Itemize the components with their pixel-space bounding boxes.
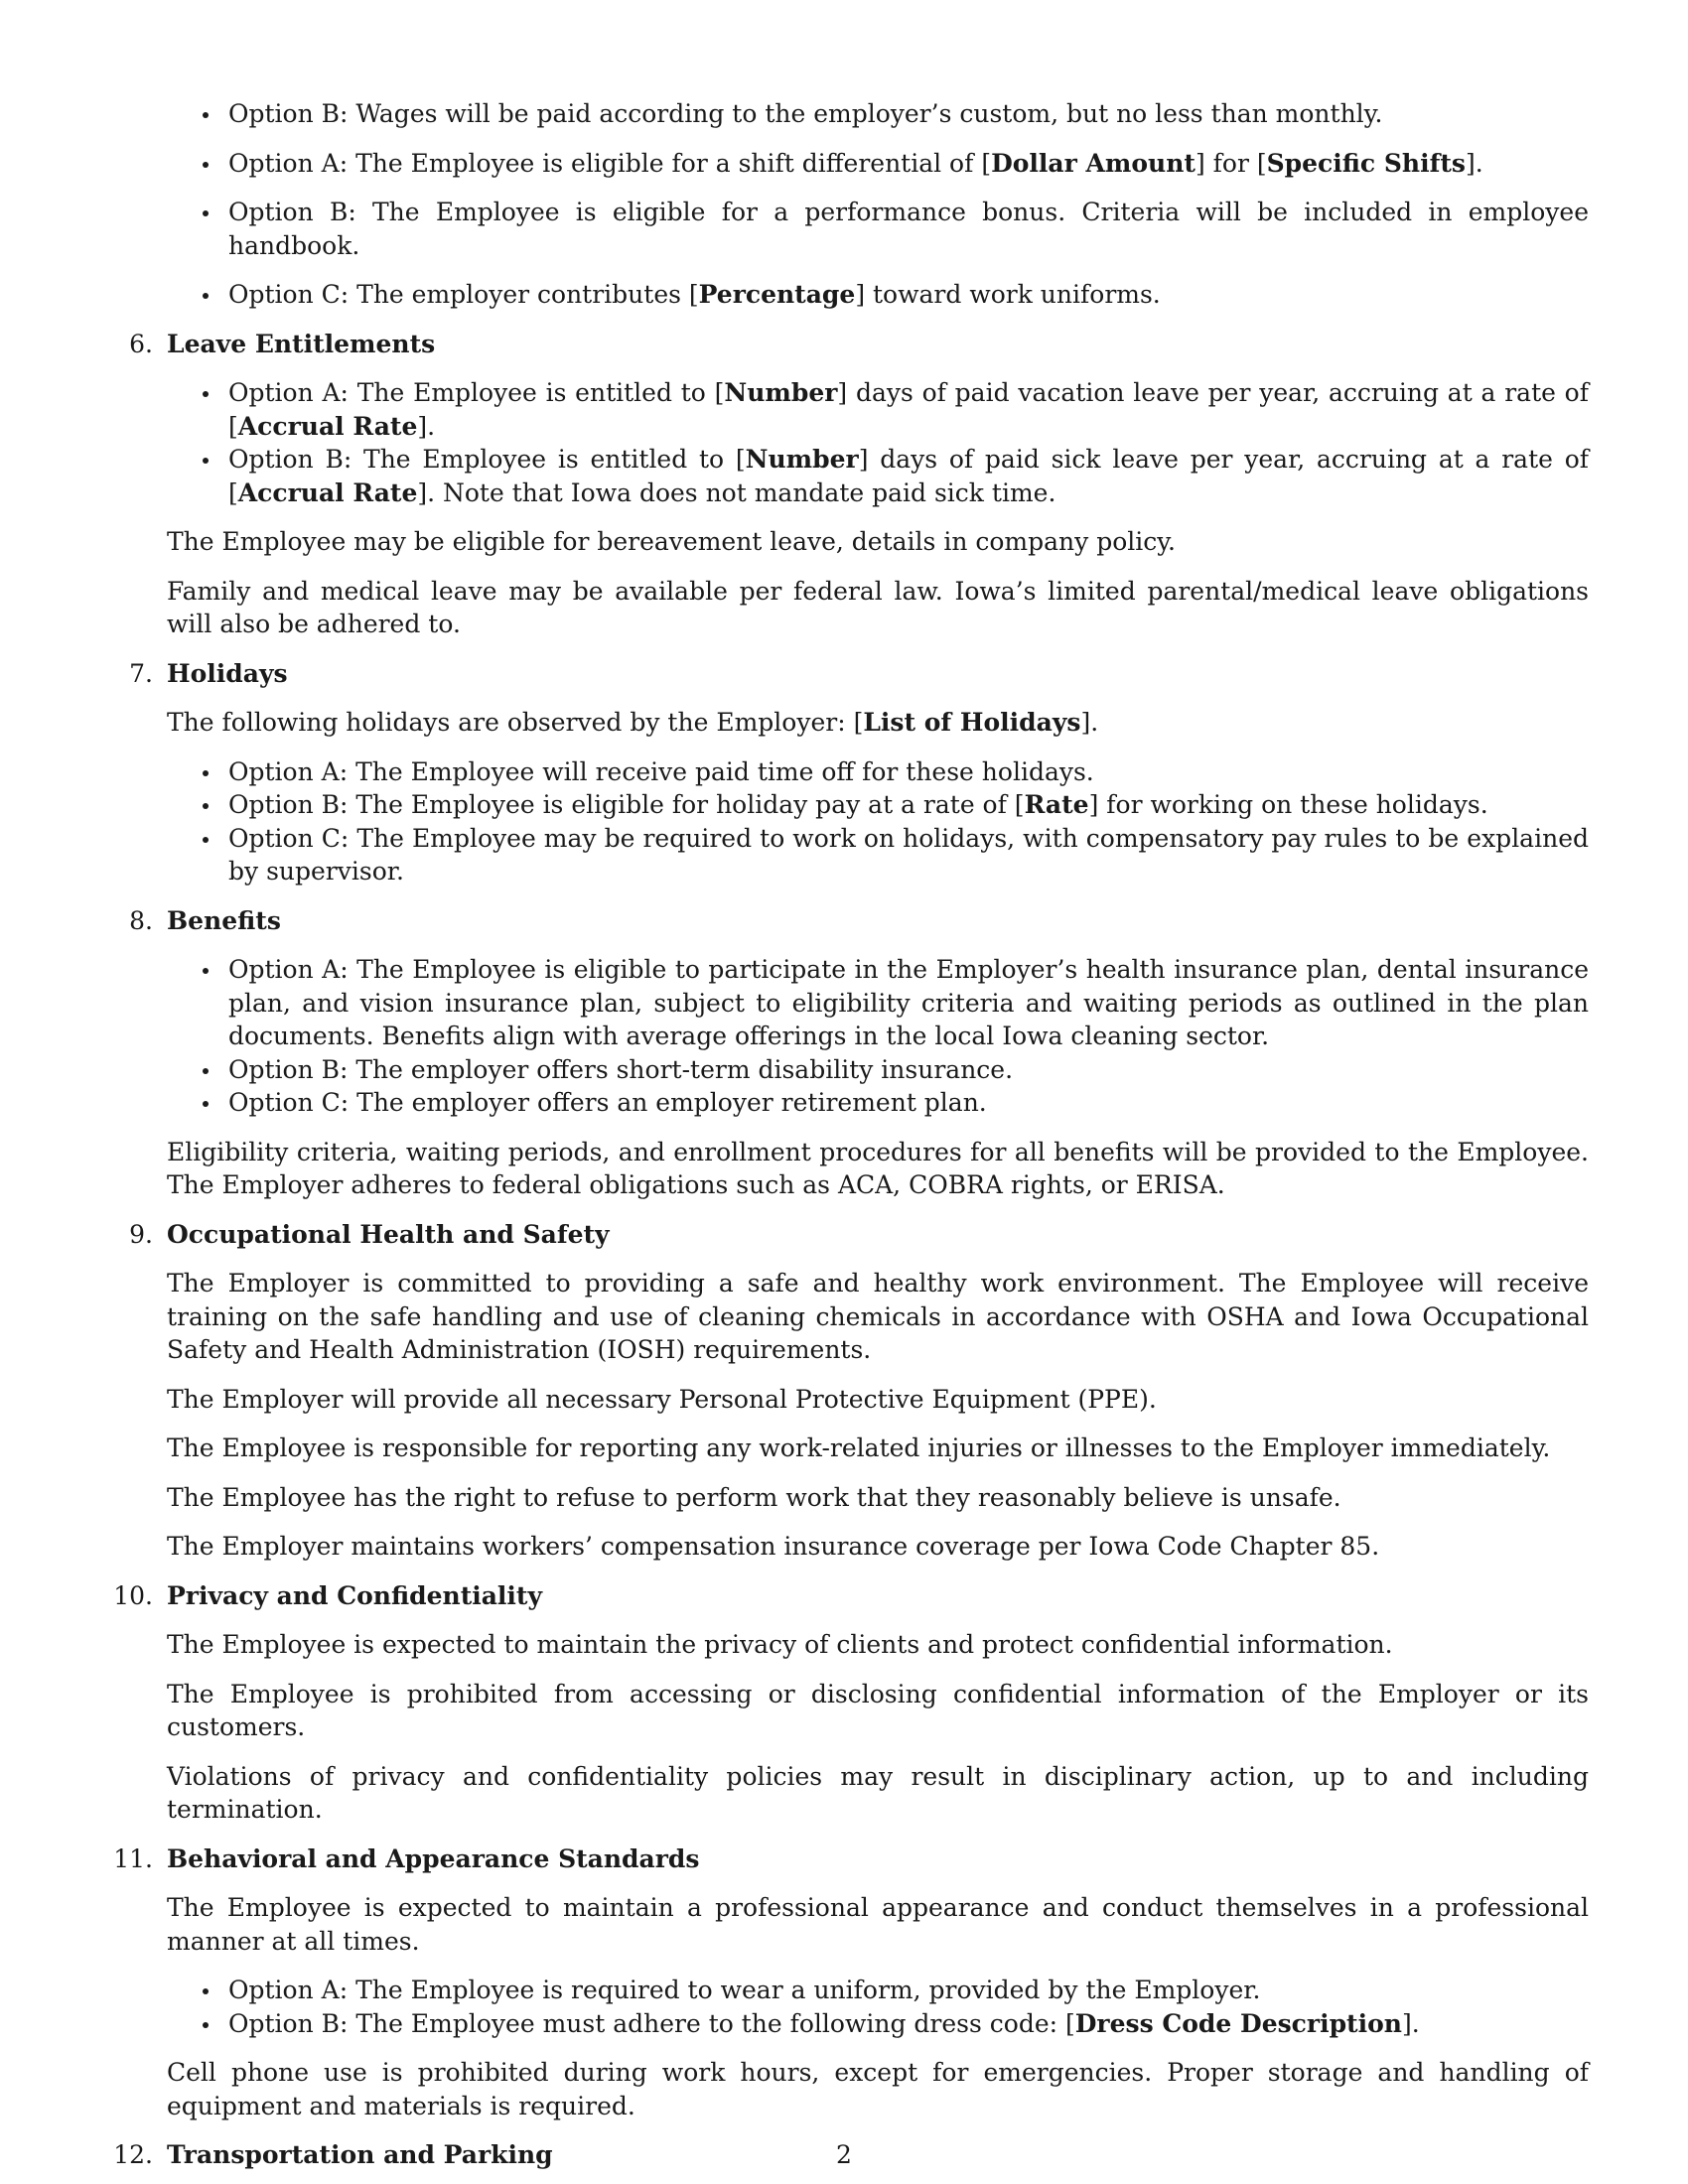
section-number: 7. bbox=[129, 658, 153, 688]
text-run: Cell phone use is prohibited during work hours, except for emergencies. Proper storage and handling of equipment and materials is required. bbox=[167, 2058, 1589, 2120]
placeholder-field: List of Holidays bbox=[863, 708, 1081, 737]
section-heading bbox=[129, 657, 1589, 691]
text-run: ] for working on these holidays. bbox=[1088, 790, 1488, 819]
placeholder-field: Number bbox=[745, 445, 859, 474]
text-run: Option A: The Employee will receive paid time off for these holidays. bbox=[228, 756, 1094, 786]
text-run: ]. bbox=[417, 411, 436, 441]
text-run: ] for [ bbox=[1195, 148, 1267, 178]
section-paragraph bbox=[167, 1136, 1589, 1202]
text-run: Option B: The Employee is entitled to [ bbox=[228, 445, 746, 474]
section-paragraph bbox=[167, 706, 1589, 740]
section-paragraph bbox=[167, 1530, 1589, 1564]
placeholder-field: Dress Code Description bbox=[1074, 2008, 1402, 2038]
intro-bullet-item bbox=[167, 147, 1589, 181]
section bbox=[129, 904, 1589, 1202]
option-item bbox=[167, 822, 1589, 888]
text-run: Option A: The Employee is entitled to [ bbox=[228, 378, 725, 407]
section-paragraph bbox=[167, 1481, 1589, 1515]
bullet-text bbox=[228, 443, 1589, 509]
option-list bbox=[167, 755, 1589, 888]
text-run: The Employee is expected to maintain the privacy of clients and protect confidential information. bbox=[167, 1630, 1393, 1659]
text-run: Option A: The Employee is eligible for a shift differential of [ bbox=[228, 148, 992, 178]
intro-bullet-item bbox=[167, 196, 1589, 262]
section-title: Behavioral and Appearance Standards bbox=[167, 1843, 700, 1873]
placeholder-field: Dollar Amount bbox=[991, 148, 1196, 178]
text-run: ] days of paid sick leave per year, accruing at a rate of [ bbox=[228, 445, 1589, 507]
text-run: Option A: The Employee is required to wear a uniform, provided by the Employer. bbox=[228, 1976, 1261, 2004]
text-run: Option A: The Employee is eligible to participate in the Employer’s health insurance plan, dental insurance plan, and vision insurance plan, subject to eligibility criteria and waiting periods as outlined in the plan documents. Benefits align with average offerings in the local Iowa cleaning sector. bbox=[228, 955, 1589, 1050]
section-title: Holidays bbox=[167, 658, 288, 688]
text-run: Option B: The employer offers short-term disability insurance. bbox=[228, 1054, 1014, 1084]
text-run: The Employee has the right to refuse to perform work that they reasonably believe is unsafe. bbox=[167, 1482, 1341, 1512]
text-run: The Employee may be eligible for bereavement leave, details in company policy. bbox=[167, 527, 1177, 556]
bullet-text bbox=[228, 278, 1589, 312]
section-title: Privacy and Confidentiality bbox=[167, 1580, 543, 1610]
bullet-text bbox=[228, 953, 1589, 1053]
section-paragraph bbox=[167, 1383, 1589, 1417]
document-page bbox=[113, 97, 1589, 2172]
sections-container bbox=[113, 328, 1589, 2172]
section bbox=[129, 1218, 1589, 1564]
bullet-text bbox=[228, 1053, 1589, 1087]
section-paragraph bbox=[167, 1432, 1589, 1465]
section-number: 10. bbox=[113, 1580, 153, 1610]
text-run: ]. bbox=[1465, 148, 1483, 178]
bullet-text bbox=[228, 1974, 1589, 2007]
text-run: Option B: The Employee is eligible for holiday pay at a rate of [ bbox=[228, 790, 1025, 819]
section-paragraph bbox=[167, 525, 1589, 559]
option-list bbox=[167, 953, 1589, 1120]
section-paragraph bbox=[167, 1678, 1589, 1744]
option-item bbox=[167, 376, 1589, 443]
placeholder-field: Accrual Rate bbox=[237, 478, 418, 507]
text-run: Violations of privacy and confidentiality policies may result in disciplinary action, up to and including termination. bbox=[167, 1761, 1589, 1824]
section-number: 9. bbox=[129, 1219, 153, 1249]
text-run: Option B: The Employee must adhere to the following dress code: [ bbox=[228, 2008, 1075, 2038]
placeholder-field: Specific Shifts bbox=[1266, 148, 1466, 178]
option-list bbox=[167, 376, 1589, 509]
option-item bbox=[167, 443, 1589, 509]
section bbox=[113, 1579, 1589, 1827]
intro-bullet-item bbox=[167, 278, 1589, 312]
option-item bbox=[167, 1086, 1589, 1120]
bullet-text bbox=[228, 376, 1589, 443]
section-heading bbox=[129, 328, 1589, 361]
section-paragraph bbox=[167, 1267, 1589, 1367]
bullet-text bbox=[228, 2007, 1589, 2041]
option-item bbox=[167, 788, 1589, 822]
text-run: Option C: The employer contributes [ bbox=[228, 280, 699, 309]
page-number: 2 bbox=[836, 2140, 852, 2169]
text-run: The following holidays are observed by the Employer: [ bbox=[167, 708, 864, 737]
option-item bbox=[167, 2007, 1589, 2041]
section-number: 11. bbox=[113, 1843, 153, 1873]
section bbox=[113, 1843, 1589, 2123]
text-run: ]. bbox=[1080, 708, 1099, 737]
text-run: ] toward work uniforms. bbox=[855, 280, 1161, 309]
option-item bbox=[167, 755, 1589, 789]
section-paragraph bbox=[167, 1760, 1589, 1827]
section bbox=[129, 328, 1589, 641]
option-list bbox=[167, 1974, 1589, 2040]
text-run: Option C: The Employee may be required to work on holidays, with compensatory pay rules to be explained by supervisor. bbox=[228, 823, 1589, 886]
section-title: Leave Entitlements bbox=[167, 329, 436, 358]
section-title: Occupational Health and Safety bbox=[167, 1219, 610, 1249]
section-title: Transportation and Parking bbox=[167, 2140, 553, 2169]
text-run: The Employee is prohibited from accessing or disclosing confidential information of the Employer or its customers. bbox=[167, 1679, 1589, 1741]
text-run: Eligibility criteria, waiting periods, and enrollment procedures for all benefits will be provided to the Employee. The Employer adheres to federal obligations such as ACA, COBRA rights, or ERISA. bbox=[167, 1137, 1589, 1199]
text-run: The Employee is responsible for reporting any work-related injuries or illnesses to the Employer immediately. bbox=[167, 1433, 1551, 1462]
text-run: Option C: The employer offers an employer retirement plan. bbox=[228, 1088, 987, 1117]
bullet-text bbox=[228, 97, 1589, 131]
text-run: ]. Note that Iowa does not mandate paid sick time. bbox=[417, 478, 1056, 507]
section-heading bbox=[129, 904, 1589, 938]
placeholder-field: Number bbox=[724, 378, 838, 407]
section-paragraph bbox=[167, 1628, 1589, 1662]
bullet-text bbox=[228, 822, 1589, 888]
option-item bbox=[167, 1053, 1589, 1087]
section-heading bbox=[113, 1579, 1589, 1613]
bullet-text bbox=[228, 788, 1589, 822]
section-number: 12. bbox=[113, 2140, 153, 2169]
section-paragraph bbox=[167, 2056, 1589, 2122]
section-heading bbox=[113, 1843, 1589, 1876]
placeholder-field: Rate bbox=[1024, 790, 1089, 819]
text-run: The Employee is expected to maintain a professional appearance and conduct themselves in a professional manner at all times. bbox=[167, 1893, 1589, 1956]
section bbox=[129, 657, 1589, 888]
option-item bbox=[167, 953, 1589, 1053]
placeholder-field: Percentage bbox=[698, 280, 856, 309]
text-run: Family and medical leave may be available per federal law. Iowa’s limited parental/medical leave obligations will also be adhered to. bbox=[167, 576, 1589, 638]
section-heading bbox=[129, 1218, 1589, 1252]
bullet-text bbox=[228, 147, 1589, 181]
bullet-text bbox=[228, 196, 1589, 262]
text-run: The Employer maintains workers’ compensation insurance coverage per Iowa Code Chapter 85. bbox=[167, 1532, 1380, 1561]
intro-bullet-list bbox=[167, 97, 1589, 312]
section-paragraph bbox=[167, 1891, 1589, 1958]
placeholder-field: Accrual Rate bbox=[237, 411, 418, 441]
text-run: ] days of paid vacation leave per year, accruing at a rate of [ bbox=[228, 378, 1589, 441]
text-run: The Employer is committed to providing a safe and healthy work environment. The Employee will receive training on the safe handling and use of cleaning chemicals in accordance with OSHA and Iowa Occupational Safety and Health Administration (IOSH) requirements. bbox=[167, 1269, 1589, 1364]
text-run: Option B: The Employee is eligible for a performance bonus. Criteria will be included in employee handbook. bbox=[228, 198, 1589, 260]
bullet-text bbox=[228, 755, 1589, 789]
section-number: 8. bbox=[129, 905, 153, 935]
text-run: ]. bbox=[1401, 2008, 1420, 2038]
section-number: 6. bbox=[129, 329, 153, 358]
text-run: Option B: Wages will be paid according to the employer’s custom, but no less than monthly. bbox=[228, 99, 1383, 128]
section-title: Benefits bbox=[167, 905, 281, 935]
bullet-text bbox=[228, 1086, 1589, 1120]
intro-bullet-item bbox=[167, 97, 1589, 131]
section-paragraph bbox=[167, 575, 1589, 641]
text-run: The Employer will provide all necessary Personal Protective Equipment (PPE). bbox=[167, 1384, 1157, 1414]
option-item bbox=[167, 1974, 1589, 2007]
